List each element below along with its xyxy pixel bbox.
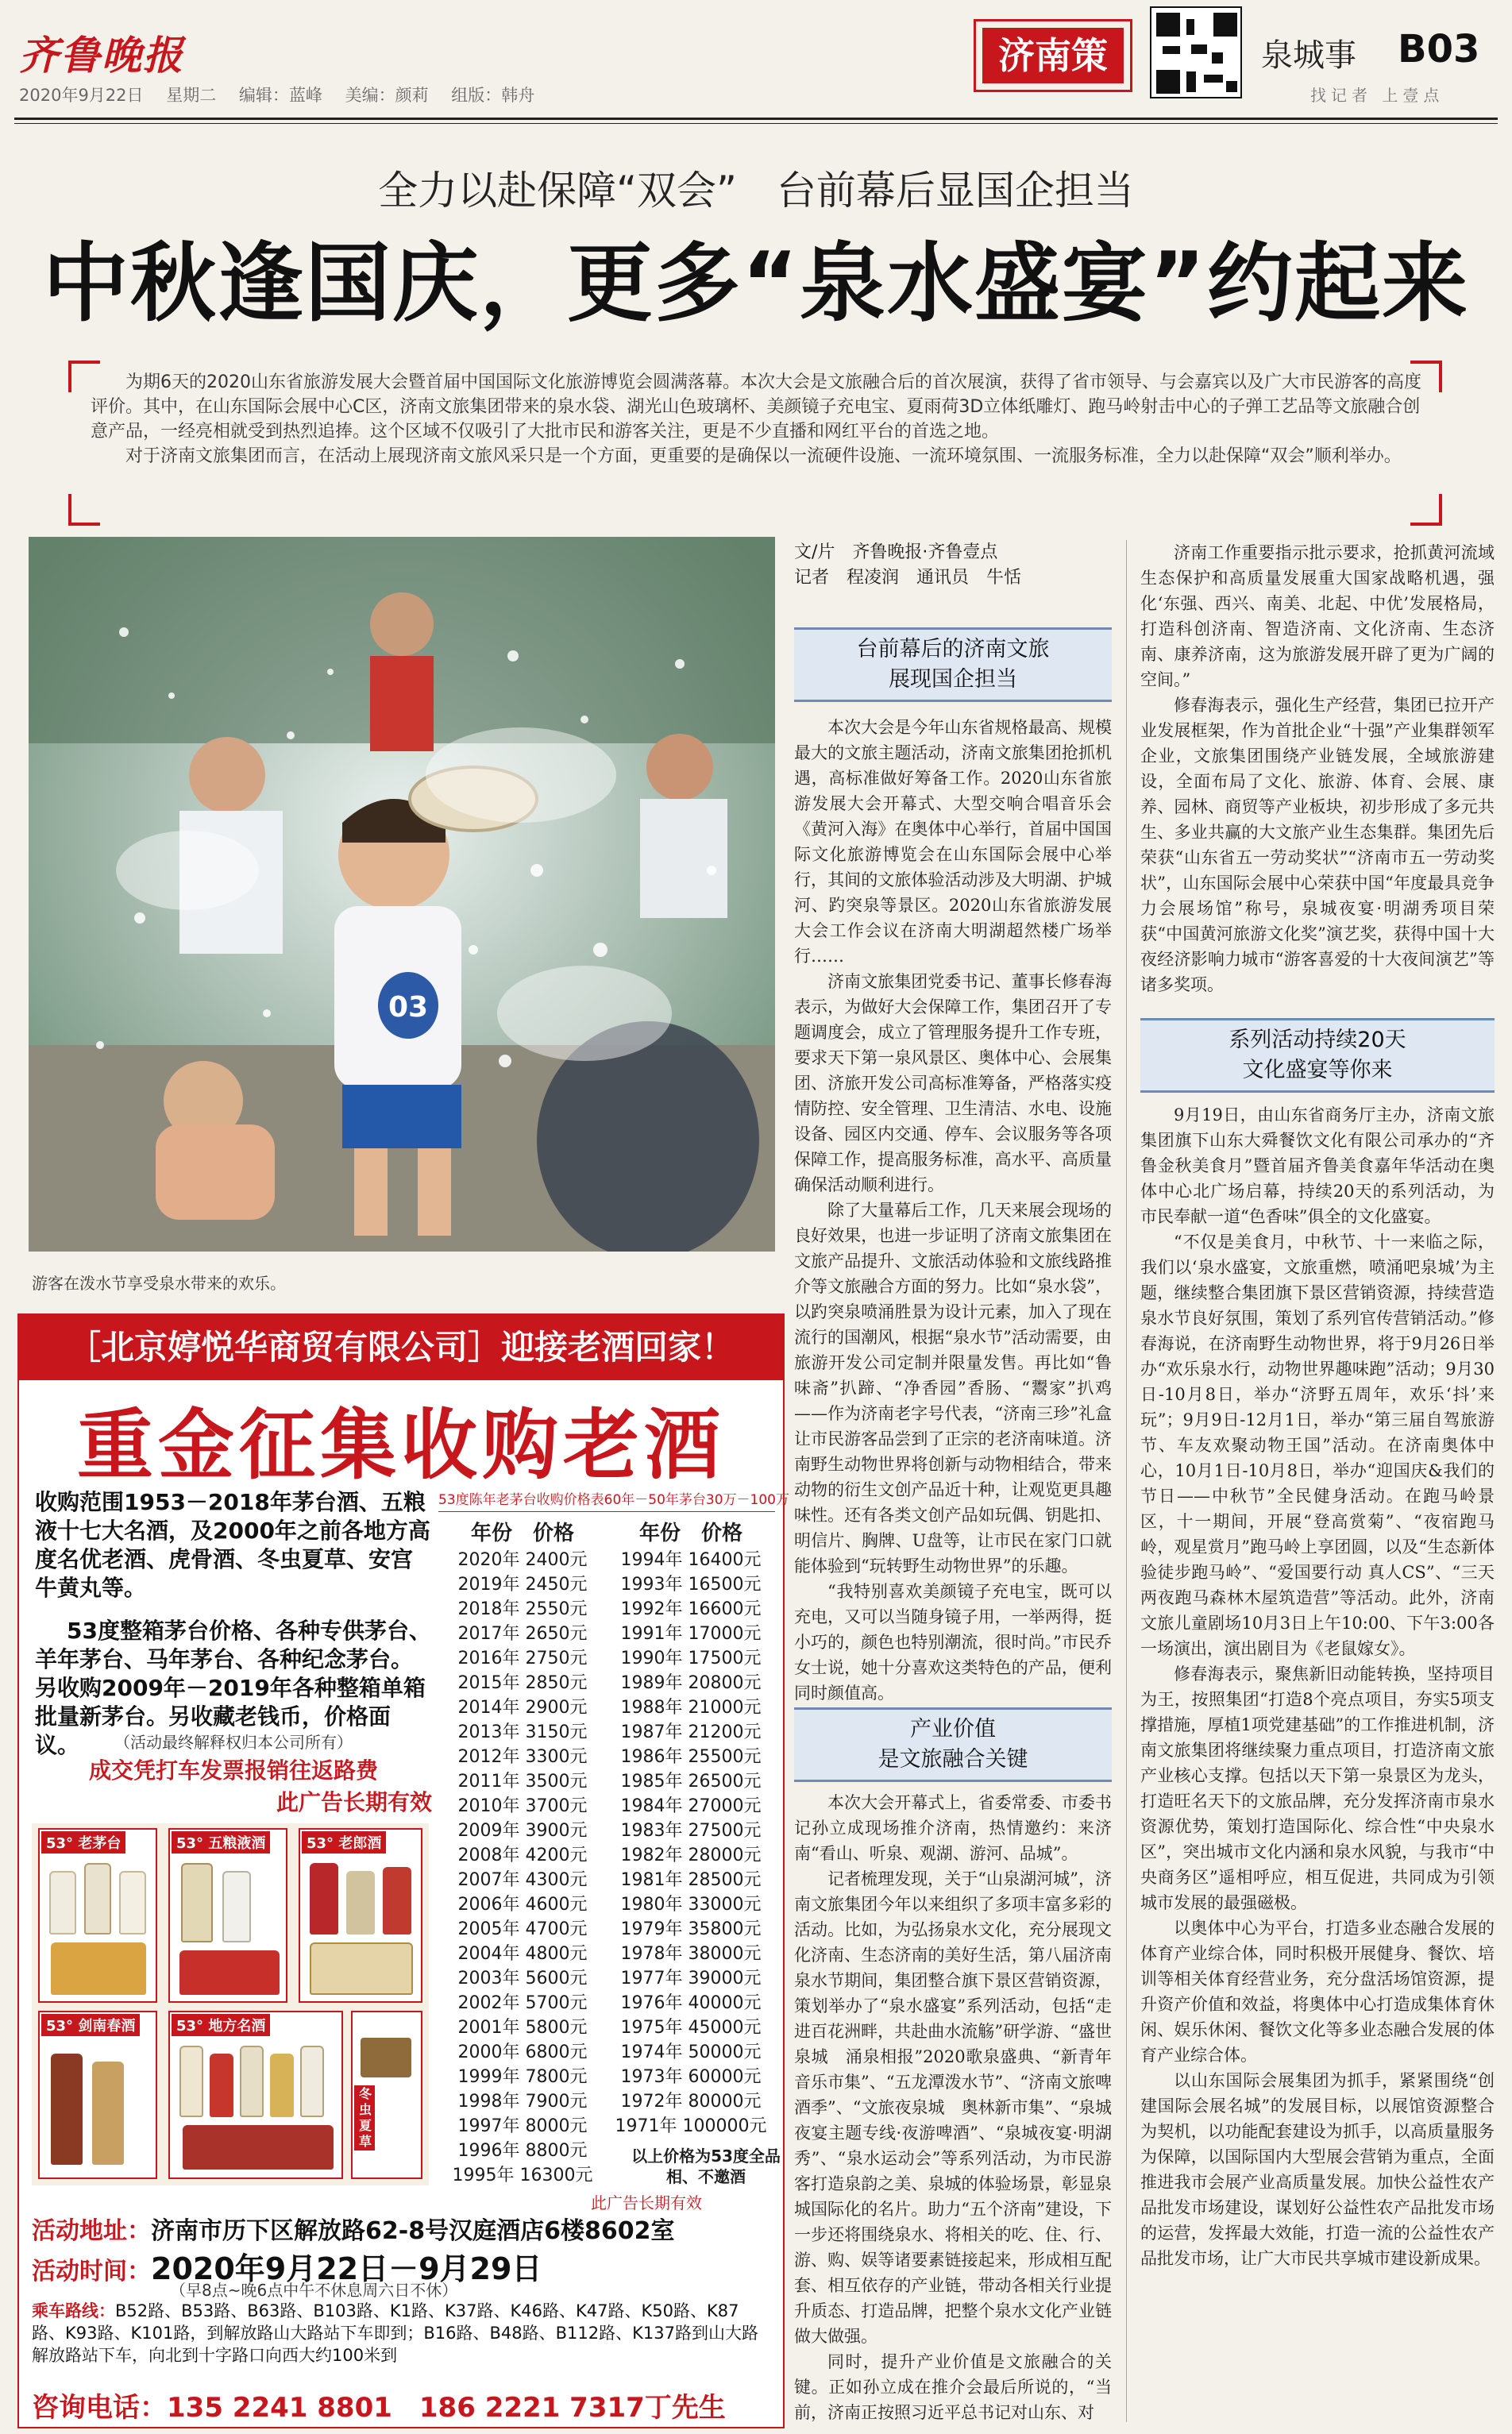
price-table-rows [438,1548,775,2188]
ad-phone[interactable]: 咨询电话：135 2241 8801 186 2221 7317丁先生 [32,2392,726,2424]
header-year: 年份 [638,1522,681,1545]
price-cell-left: 1997年 8000元 [457,2116,588,2136]
article-paragraph: “不仅是美食月，中秋节、十一来临之际，我们以‘泉水盛宴，文旅重燃，喷涌吧泉城’为主题，继续整合集团旗下景区营销资源，持续营造泉水节良好氛围，策划了系列官传营销活动。”修春海说，在济南野生动物世界，将于9月26日举办“欢乐泉水行，动物世界趣味跑”活动；9月30日-10月8日，举办“济野五周年，欢乐‘抖’来玩”；9月9日-12月1日，举办“第三届自驾旅游节、车友欢聚动物王国”活动。在济南奥体中心，10月1日-10月8日，举办“迎国庆&我们的节日——中秋节”全民健身活动。在跑马岭景区，十一期间，开展“登高赏菊”、“夜宿跑马岭，观星赏月”跑马岭上享团圆，以及“生态新体验徒步跑马岭”、“爱国要行动 真人CS”、“三天两夜跑马森林木屋筑造营”等活动。此外，济南文旅儿童剧场10月3日上午10:00、下午3:00各一场演出，演出剧目为《老鼠嫁女》。 [1140,1232,1495,1658]
bottle-box-icon [179,1950,280,1995]
column-divider [1126,540,1127,2422]
masthead [0,0,1512,141]
bottle-box-icon [310,1942,413,1995]
layout-credit: 组版：韩舟 [451,86,535,105]
lead-corner-bl [68,494,100,526]
photo-caption: 游客在泼水节享受泉水带来的欢乐。 [32,1274,286,1293]
price-cell-right: 1994年 16400元 [620,1550,762,1570]
bottle-gallery [32,1823,429,2185]
price-cell-right: 1982年 28000元 [620,1846,762,1865]
price-row [438,1646,775,1671]
liquor-advertisement [17,1313,789,2428]
price-row [438,1843,775,1868]
price-cell-left: 2003年 5600元 [457,1969,588,1988]
ad-routes [32,2300,770,2366]
issue-date: 2020年9月22日 [19,86,144,105]
bottle-icon [240,2046,264,2117]
bottle-label: 冬虫夏草 [354,2085,375,2150]
news-photo [29,537,775,1252]
price-row [438,1745,775,1769]
price-row [438,1917,775,1942]
masthead-rule-thin [14,123,1498,124]
article-paragraph: 本次大会开幕式上，省委常委、市委书记孙立成现场推介济南，热情邀约：来济南“看山、听泉、观湖、游河、品城”。 [794,1793,1112,1863]
header-year: 年份 [470,1522,512,1545]
price-cell-left: 2009年 3900元 [457,1821,588,1841]
headline-subhead: 全力以赴保障“双会” 台前幕后显国企担当 [378,168,1134,214]
price-row [438,1720,775,1745]
header-price: 价格 [701,1522,743,1545]
price-header-right [607,1517,775,1546]
bottle-icon [300,2046,324,2117]
article-paragraph: 以奥体中心为平台，打造多业态融合发展的体育产业综合体，同时积极开展健身、餐饮、培训等相关体育经营业务，充分盘活场馆资源，提升资产价值和效益，将奥体中心打造成集体育休闲、娱乐休闲、餐饮文化等多业态融合发展的体育产业综合体。 [1140,1919,1495,2065]
price-row [438,2015,775,2040]
bottle-icon [92,2062,124,2165]
issue-meta [19,83,552,106]
price-cell-right: 1979年 35800元 [620,1919,762,1939]
bottle-icon [222,1871,251,1942]
price-row [438,1819,775,1843]
bottle-box-icon [183,2125,334,2170]
bottle-icon [119,1871,146,1934]
bottle-label: 53° 剑南春酒 [41,2014,140,2036]
newspaper-logo: 齐鲁晚报 [19,32,184,79]
masthead-rule [14,118,1498,120]
price-cell-left: 2000年 6800元 [457,2042,588,2062]
bottle-icon [346,1871,375,1934]
price-cell-left: 2017年 2650元 [457,1624,588,1644]
price-cell-right: 1975年 45000元 [620,2018,762,2038]
price-row [438,1548,775,1572]
ad-banner: ［北京婷悦华商贸有限公司］迎接老酒回家！ [19,1315,783,1380]
bottle-box-icon [51,1942,146,1995]
price-row [438,2114,775,2139]
reporter-tag: 找记者 上壹点 [1310,86,1444,105]
article-paragraph: 修春海表示，聚焦新旧动能转换，坚持项目为王，按照集团“打造8个亮点项目，夯实5项支撑措施，厚植1项党建基础”的工作推进机制，济南文旅集团将继续聚力重点项目，打造济南文旅产业核心支撑。包括以天下第一泉景区为龙头，打造旺名天下的文旅品牌，充分发挥济南市泉水资源优势，策划打造国际化、综合性“中央泉水区”，突出城市文化内涵和泉水风貌，与我市“中央商务区”遥相呼应，相互促进，共同成为引领城市发展的最强磁极。 [1140,1664,1495,1912]
price-row [438,1991,775,2015]
price-row [438,2040,775,2065]
bottle-icon [84,1863,111,1934]
price-cell-left: 2008年 4200元 [457,1846,588,1865]
page-number: B03 [1398,27,1480,71]
price-cell-left: 2005年 4700元 [457,1919,588,1939]
article-paragraph: “我特别喜欢美颜镜子充电宝，既可以充电，又可以当随身镜子用，一举两得，挺小巧的，颜色也特别潮流，很时尚。”市民乔女士说，她十分喜欢这类特色的产品，便利同时颜值高。 [794,1582,1112,1703]
price-row [438,1622,775,1646]
article-column-1b [794,1790,1112,2425]
issue-weekday: 星期二 [166,86,217,105]
price-cell-left: 2004年 4800元 [457,1944,588,1964]
price-cell-left: 1999年 7800元 [457,2067,588,2087]
price-cell-right: 1974年 50000元 [620,2042,762,2062]
price-row [438,1942,775,1966]
price-cell-right: 1992年 16600元 [620,1599,762,1619]
price-cell-right: 1980年 33000元 [620,1895,762,1915]
article-paragraph: 以山东国际会展集团为抓手，紧紧围绕“创建国际会展名城”的发展目标，以展馆资源整合为契机，以功能配套建设为抓手，以高质量服务为保障，以国际国内大型展会营销为重点，全面推进我市会展产业高质量发展。加快公益性农产品批发市场建设，谋划好公益性农产品批发市场的运营，发挥最大效能，打造一流的公益性农产品批发市场，让广大市民共享城市建设新成果。 [1140,2071,1495,2268]
price-cell-right: 1989年 20800元 [620,1673,762,1693]
article-column-2b [1140,1102,1495,2271]
price-cell-right: 1987年 21200元 [620,1722,762,1742]
price-cell-right: 1991年 17000元 [620,1624,762,1644]
byline-line: 记者 程凌润 通讯员 牛恬 [794,568,1022,588]
price-cell-right: 1981年 28500元 [620,1870,762,1890]
byline [794,540,1021,591]
article-paragraph: 9月19日，由山东省商务厅主办，济南文旅集团旗下山东大舜餐饮文化有限公司承办的“齐鲁金秋美食月”暨首届齐鲁美食嘉年华活动在奥体中心北广场启幕，持续20天的系列活动，为市民奉献一道“色香味”俱全的文化盛宴。 [1140,1105,1495,1226]
art-credit: 美编：颜莉 [345,86,429,105]
article-paragraph: 除了大量幕后工作，几天来展会现场的良好效果，也进一步证明了济南文旅集团在文旅产品提升、文旅活动体验和文旅线路推介等文旅融合方面的努力。比如“泉水袋”，以趵突泉喷涌胜景为设计元素，加入了现在流行的国潮风，根据“泉水节”活动需要，由旅游开发公司定制并限量发售。再比如“鲁味斋”扒蹄、“净香园”香肠、“鬻家”扒鸡——作为济南老字号代表，“济南三珍”礼盒让市民游客品尝到了正宗的老济南味道。济南野生动物世界将创新与动物相结合，带来动物的衍生文创产品近十种，让观览更具趣味性。还有各类文创产品如玩偶、钥匙扣、明信片、胸牌、U盘等，让市民在家门口就能体验到“玩转野生动物世界”的乐趣。 [794,1201,1112,1576]
price-cell-left: 2015年 2850元 [457,1673,588,1693]
price-row [438,1794,775,1819]
price-row [438,1892,775,1917]
bottle-icon [270,2054,294,2117]
bottle-icon [181,1863,213,1942]
price-cell-left: 1998年 7900元 [457,2092,588,2112]
lead-paragraph: 为期6天的2020山东省旅游发展大会暨首届中国国际文化旅游博览会圆满落幕。本次大会是文旅融合后的首次展演，获得了省市领导、与会嘉宾以及广大市民游客的高度评价。其中，在山东国际会展中心C区，济南文旅集团带来的泉水袋、湖光山色玻璃杯、美颜镜子充电宝、夏雨荷3D立体纸雕灯、跑马岭射击中心的子弹工艺品等文旅融合创意产品，一经亮相就受到热烈追捧。这个区域不仅吸引了大批市民和游客关注，更是不少直播和网红平台的首选之地。 [91,372,1421,442]
price-cell-right: 1977年 39000元 [620,1969,762,1988]
price-note: 以上价格为53度全品相、不邀酒 [631,2147,781,2186]
editor-credit: 编辑：蓝峰 [238,86,322,105]
water-festival-photo [29,537,775,1252]
bottle-icon [51,2054,83,2165]
bib-number: 03 [388,991,429,1024]
article-paragraph: 本次大会是今年山东省规格最高、规模最大的文旅主题活动，济南文旅集团抢抓机遇，高标准做好筹备工作。2020山东省旅游发展大会开幕式、大型交响合唱音乐会《黄河入海》在奥体中心举行，首届中国国际文化旅游博览会在山东国际会展中心举行，其间的文旅体验活动涉及大明湖、护城河、趵突泉等景区。2020山东省旅游发展大会工作会议在济南大明湖超然楼广场举行…… [794,718,1112,966]
price-table-header [438,1517,775,1546]
price-cell-left: 2018年 2550元 [457,1599,588,1619]
article-column-2a [1140,540,1495,997]
bottle-icon [310,1863,338,1934]
price-row [438,1597,775,1622]
price-cell-left: 2012年 3300元 [457,1747,588,1767]
price-cell-right: 1983年 27500元 [620,1821,762,1841]
article-column-1a [794,715,1112,1706]
address-label: 活动地址： [32,2217,151,2245]
byline-line: 文/片 齐鲁晚报·齐鲁壹点 [794,542,998,562]
section-tag [974,19,1132,92]
price-cell-left: 2010年 3700元 [457,1796,588,1816]
price-cell-right: 1971年 100000元 [615,2116,767,2136]
subtitle-1: 台前幕后的济南文旅 展现国企担当 [794,627,1112,702]
price-row [438,1868,775,1892]
price-cell-left: 2014年 2900元 [457,1698,588,1718]
lead-text [91,370,1425,469]
price-row [438,1966,775,1991]
price-cell-left: 2011年 3500元 [457,1772,588,1792]
routes-label: 乘车路线： [32,2301,115,2320]
price-cell-left: 1996年 8800元 [457,2141,588,2161]
header-price: 价格 [533,1522,575,1545]
price-cell-left: 2013年 3150元 [457,1722,588,1742]
price-row [438,2065,775,2089]
cordyceps-icon [361,2038,411,2077]
article-paragraph: 济南文旅集团党委书记、董事长修春海表示，为做好大会保障工作，集团召开了专题调度会，成立了管理服务提升工作专班，要求天下第一泉风景区、奥体中心、会展集团、济旅开发公司高标准筹备，严格落实疫情防控、安全管理、卫生清洁、水电、设施设备、园区内交通、停车、会议服务等各项保障工作，提高服务标准，高水平、高质量确保活动顺利进行。 [794,972,1112,1194]
ad-hours: （早8点~晚6点中午不休息周六日不休） [170,2281,458,2300]
price-cell-right: 1976年 40000元 [620,1993,762,2013]
subtitle-2: 产业价值 是文旅融合关键 [794,1707,1112,1782]
ad-extend-note: 此广告长期有效 [591,2193,702,2212]
time-label: 活动时间： [32,2258,151,2285]
page-section-name: 泉城事 [1261,37,1356,74]
article-paragraph: 济南工作重要指示批示要求，抢抓黄河流域生态保护和高质量发展重大国家战略机遇，强化‘东强、西兴、南美、北起、中优’发展格局，打造科创济南、智造济南、文化济南、生态济南、康养济南，这为旅游发展开辟了更为广阔的空间。” [1140,543,1495,689]
article-paragraph: 同时，提升产业价值是文旅融合的关键。正如孙立成在推介会最后所说的，“当前，济南正按照习近平总书记对山东、对 [794,2352,1112,2422]
price-table [438,1488,789,2188]
price-cell-right: 1972年 80000元 [620,2092,762,2112]
price-row [438,1769,775,1794]
ad-rights-note: （活动最终解释权归本公司所有） [114,1733,353,1752]
bottle-icon [210,2054,233,2117]
price-cell-right: 1986年 25500元 [620,1747,762,1767]
ad-invoice-note: 成交凭打车发票报销往返路费 [88,1757,378,1784]
bottle-icon [179,2046,203,2117]
lead-corner-br [1410,494,1442,526]
price-table-caption: 53度陈年老茅台收购价格表60年－50年茅台30万－100万 [438,1488,775,1512]
ad-address [32,2211,674,2246]
price-row [438,1671,775,1695]
price-cell-right: 1993年 16500元 [620,1575,762,1595]
price-cell-right: 1988年 21000元 [620,1698,762,1718]
bottle-label: 53° 老茅台 [41,1831,125,1853]
time-value: 2020年9月22日－9月29日 [151,2251,542,2286]
bottle-label: 53° 地方名酒 [172,2014,270,2036]
lead-box [68,361,1442,526]
lead-paragraph: 对于济南文旅集团而言，在活动上展现济南文旅风采只是一个方面，更重要的是确保以一流硬件设施、一流环境氛围、一流服务标准，全力以赴保障“双会”顺利举办。 [125,446,1402,466]
price-cell-left: 2007年 4300元 [457,1870,588,1890]
bottle-icon [383,1867,411,1934]
price-cell-left: 2019年 2450元 [457,1575,588,1595]
price-cell-right: 1973年 60000元 [620,2067,762,2087]
price-header-left [438,1517,607,1546]
qr-code-icon[interactable] [1150,6,1242,98]
price-cell-right: 1985年 26500元 [620,1772,762,1792]
price-cell-right: 1978年 38000元 [620,1944,762,1964]
price-cell-right: 1984年 27000元 [620,1796,762,1816]
ad-intro: 收购范围1953－2018年茅台酒、五粮液十七大名酒，及2000年之前各地方高度名优老酒、虎骨酒、冬虫夏草、安宫牛黄丸等。 [35,1489,430,1601]
article-paragraph: 记者梳理发现，关于“山泉湖河城”，济南文旅集团今年以来组织了多项丰富多彩的活动。比如，为弘扬泉水文化，充分展现文化济南、生态济南的美好生活，第八届济南泉水节期间，集团整合旗下景区营销资源，策划举办了“泉水盛宴”系列活动，包括“走进百花洲畔，共赴曲水流觞”研学游、“盛世泉城 涌泉相报”2020歌泉盛典、“新青年音乐市集”、“五龙潭泼水节”、“济南文旅啤酒季”、“文旅夜泉城 奥林新市集”、“泉城夜宴主题专线·夜游啤酒”、“泉城夜宴·明湖秀”、“泉水运动会”等系列活动，为市民游客打造泉韵之美、泉城的体验场景，彰显泉城国际化的名片。助力“五个济南”建设，下一步还将围绕泉水、将相关的吃、住、行、游、购、娱等诸要素链接起来，形成相互配套、相互依存的产业链，带动各相关行业提升质态、打造品牌，把整个泉水文化产业链做大做强。 [794,1869,1112,2346]
price-row [438,2089,775,2114]
routes-text: B52路、B53路、B63路、B103路、K1路、K37路、K46路、K47路、K50路、K87路、K93路、K101路，到解放路山大路站下车即到；B16路、B48路、B112路、K137路到山大路解放路站下车，向北到十字路口向西大约100米到 [32,2301,758,2365]
price-cell-left: 2020年 2400元 [457,1550,588,1570]
section-tag-label: 济南策 [982,28,1124,83]
price-cell-right: 1990年 17500元 [620,1649,762,1668]
ad-intro-secondary: 53度整箱茅台价格、各种专供茅台、羊年茅台、马年茅台、各种纪念茅台。另收购2009年－2019年各种整箱单箱批量新茅台。另收藏老钱币，价格面议。 [35,1618,431,1758]
price-cell-left: 2016年 2750元 [457,1649,588,1668]
headline-title: 中秋逢国庆，更多“泉水盛宴”约起来 [43,234,1469,334]
address-value: 济南市历下区解放路62-8号汉庭酒店6楼8602室 [151,2217,675,2245]
bottle-label: 53° 老郎酒 [302,1831,386,1853]
ad-validity-note: 此广告长期有效 [276,1789,432,1815]
price-cell-left: 2001年 5800元 [457,2018,588,2038]
price-row [438,1572,775,1597]
price-cell-left: 2006年 4600元 [457,1895,588,1915]
bottle-icon [49,1871,76,1934]
bottle-label: 53° 五粮液酒 [172,1831,270,1853]
subtitle-3: 系列活动持续20天 文化盛宴等你来 [1140,1018,1495,1093]
price-cell-left: 2002年 5700元 [457,1993,588,2013]
price-row [438,1695,775,1720]
price-cell-left: 1995年 16300元 [452,2166,593,2185]
article-paragraph: 修春海表示，强化生产经营，集团已拉开产业发展框架，作为首批企业“十强”产业集群领军企业，文旅集团围绕产业链发展，全域旅游建设，全面布局了文化、旅游、体育、会展、康养、园林、商贸等产业板块，初步形成了多元共生、多业共赢的大文旅产业生态集群。集团先后荣获“山东省五一劳动奖状”“济南市五一劳动奖状”，山东国际会展中心荣获中国“年度最具竞争力会展场馆”称号，泉城夜宴·明湖秀项目荣获“中国黄河旅游文化奖”演艺奖，获得中国十大夜经济影响力城市“游客喜爱的十大夜间演艺”等诸多奖项。 [1140,696,1495,994]
ad-title: 重金征集收购老酒 [77,1401,725,1490]
